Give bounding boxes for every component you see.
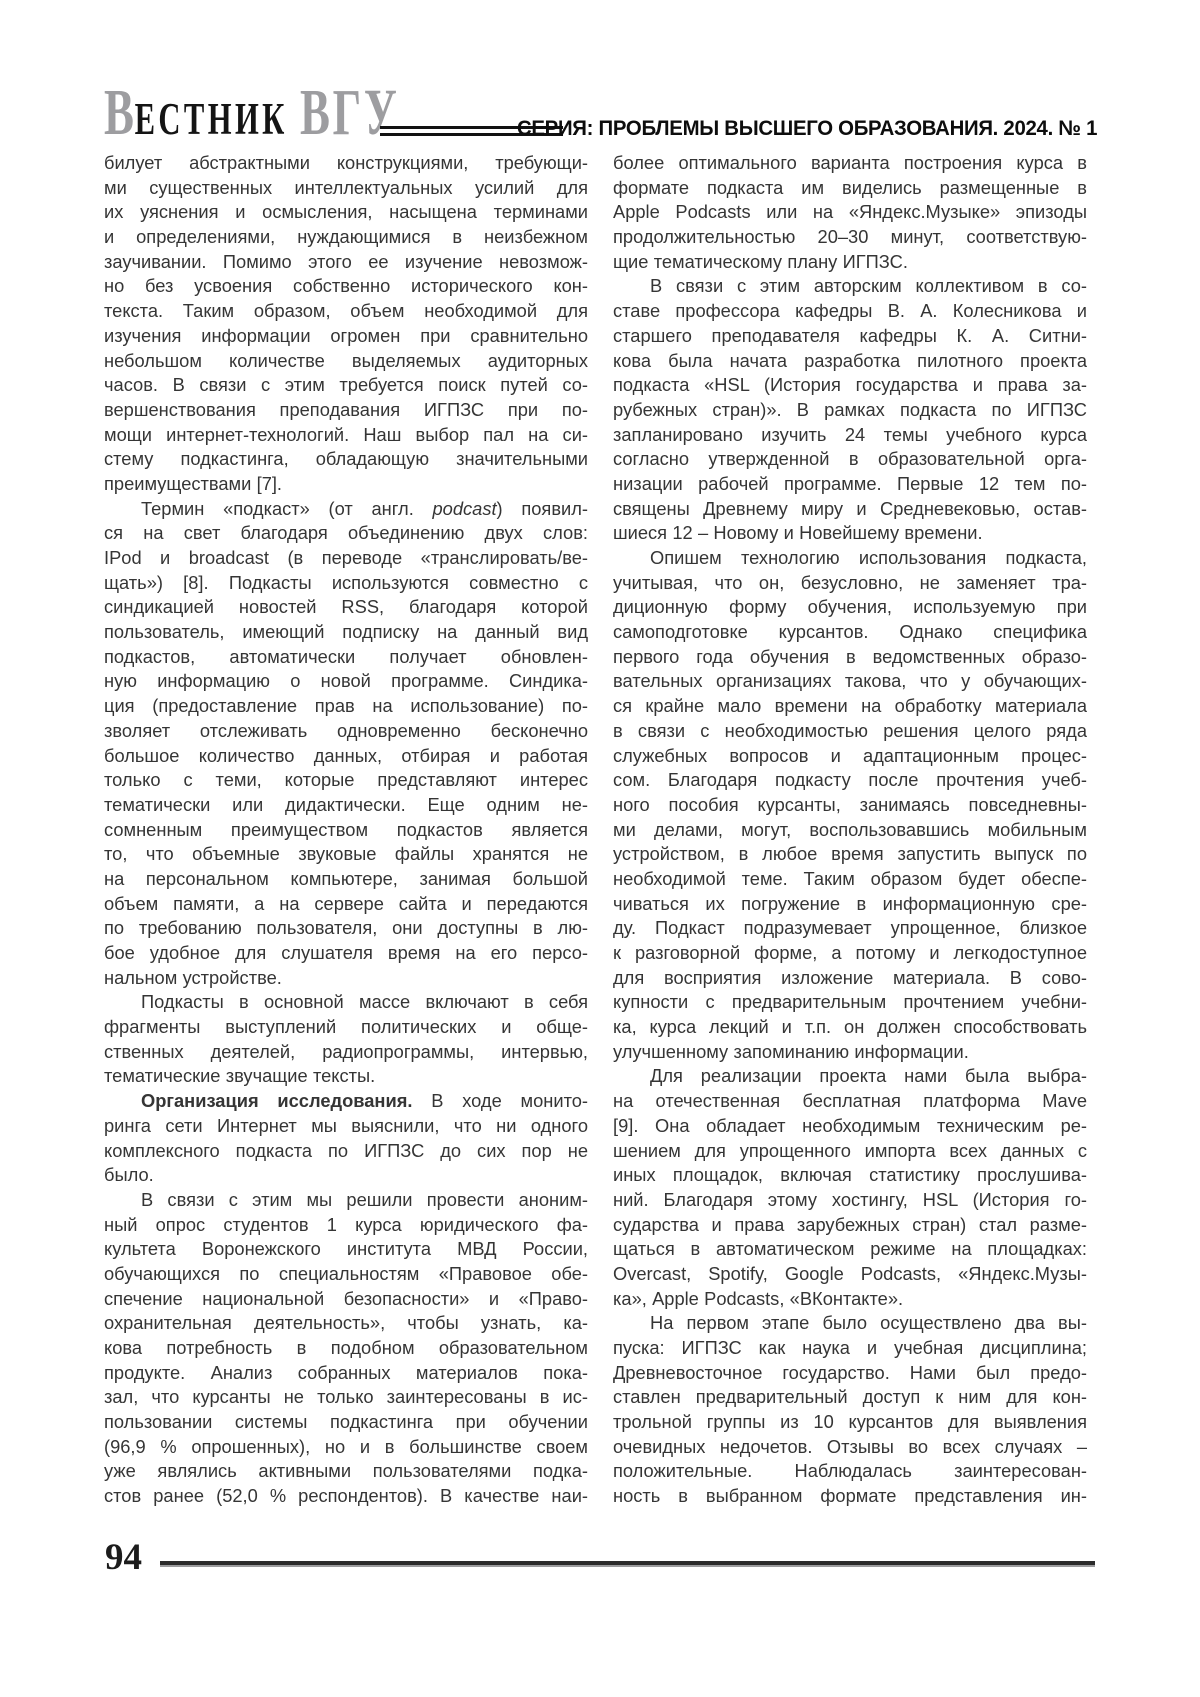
text-line: вательных организациях такова, что у обучающих- [613,670,1087,692]
text-line: ся крайне мало времени на обработку материала [613,695,1087,717]
text-line: то, что объемные звуковые файлы хранятся не [104,843,588,865]
text-line: В связи с этим мы решили провести аноним- [141,1188,588,1210]
paragraph [613,274,1087,546]
text-line: первого года обучения в ведомственных образо- [613,645,1087,667]
text-line: текста. Таким образом, объем необходимой для [104,300,588,322]
text-line: ринга сети Интернет мы выяснили, что ни одного [104,1114,588,1136]
text-line: и определениями, нуждающимися в неизбежном [104,226,588,248]
text-line: по требованию пользователя, они доступны в лю- [104,917,588,939]
text-line: на отечественная бесплатная платформа Mave [613,1090,1087,1112]
text-line: большое количество данных, отбирая и работая [104,744,588,766]
text-line: положительные. Наблюдалась заинтересован- [613,1460,1087,1482]
paragraph [613,1311,1087,1509]
text-line: Термин «подкаст» (от англ. podcast) появил- [141,497,588,519]
logo-vgu-letters: ВГУ [299,76,400,149]
text-line: вершенствования преподавания ИГПЗС при по- [104,398,588,420]
article-body [104,151,1087,1509]
text-line: сомненным преимуществом подкастов является [104,818,588,840]
text-line: ный опрос студентов 1 курса юридического фа- [104,1213,588,1235]
text-line: только с теми, которые представляют интерес [104,769,588,791]
text-line: Древневосточное государство. Нами был предо- [613,1361,1087,1383]
text-line: ция (предоставление прав на использование) по- [104,695,588,717]
text-line: ми делами, могут, воспользовавшись мобильным [613,818,1087,840]
text-line: в связи с необходимостью решения целого ряда [613,719,1087,741]
logo-rest-letters: ЕСТНИК [134,94,288,144]
text-line: на персональном компьютере, занимая большой [104,867,588,889]
text-line: ставе профессора кафедры В. А. Колесникова и [613,300,1087,322]
text-line: культета Воронежского института МВД России, [104,1238,588,1260]
text-line: иных площадок, включая статистику прослушива- [613,1164,1087,1186]
text-line: кова потребность в подобном образовательном [104,1337,588,1358]
text-line: щие тематическому плану ИГПЗС. [613,250,908,272]
text-line: ного пособия курсанты, занимаясь повседневны- [613,793,1087,815]
text-line: ка», Apple Podcasts, «ВКонтакте». [613,1287,904,1309]
text-line: служебных вопросов и адаптационным процес- [613,744,1087,766]
text-line: было. [104,1164,154,1186]
text-line: зволяет отслеживать одновременно бесконечно [104,719,588,741]
text-line: Организация исследования. В ходе монито- [141,1090,588,1112]
text-line: IPod и broadcast (в переводе «транслировать/ве- [104,547,588,568]
text-line: стов ранее (52,0 % респондентов). В качестве наи- [104,1485,588,1507]
paragraph [613,1064,1087,1311]
text-line: билует абстрактными конструкциями, требующи- [104,152,588,173]
text-line: ственных деятелей, радиопрограммы, интервью, [104,1040,588,1062]
paragraph [104,1188,588,1509]
text-line: синдикацией новостей RSS, благодаря которой [104,596,588,618]
text-line: щать») [8]. Подкасты используются совместно с [104,571,588,593]
text-line: зал, что курсанты не только заинтересованы в ис- [104,1386,588,1408]
text-line: уже являлись активными пользователями подка- [104,1460,588,1482]
text-line: Опишем технологию использования подкаста, [650,547,1087,568]
footer-rule [160,1561,1095,1567]
text-line: купности с предварительным прочтением учебни- [613,991,1087,1013]
text-line: согласно утвержденной в образовательной орга- [613,448,1087,470]
journal-logo [104,76,400,149]
text-line: заучивании. Помимо этого ее изучение невозмож- [104,250,588,272]
text-line: стему подкастинга, обладающую значительными [104,448,588,470]
text-line: [9]. Она обладает необходимым техническим ре- [613,1114,1087,1136]
text-line: спечение национальной безопасности» и «Право- [104,1287,588,1309]
text-line: сударства и права зарубежных стран) стал разме- [613,1213,1087,1235]
paragraph [104,1089,588,1188]
text-line: В связи с этим авторским коллективом в со- [650,275,1087,297]
text-line: обучающихся по специальностям «Правовое обе- [104,1262,588,1284]
text-line: ми существенных интеллектуальных усилий для [104,176,588,198]
text-line: священы Древнему миру и Средневековью, остав- [613,497,1087,519]
text-line: кова была начата разработка пилотного проекта [613,349,1087,371]
logo-initial-letter: В [104,76,135,149]
paragraph [104,497,588,991]
text-line: пользовании системы подкастинга при обучении [104,1411,588,1433]
text-line: ду. Подкаст подразумевает упрощенное, близкое [613,917,1087,939]
paragraph [104,990,588,1089]
text-line: комплексного подкаста по ИГПЗС до сих пор не [104,1139,588,1161]
text-line: (96,9 % опрошенных), но и в большинстве своем [104,1435,588,1457]
text-line: нальном устройстве. [104,966,282,988]
text-line: объем памяти, а на сервере сайта и передаются [104,892,588,914]
text-line: пользователь, имеющий подписку на данный вид [104,621,588,643]
text-line: тематически или дидактически. Еще одним не- [104,793,588,815]
text-line: низации рабочей программе. Первые 12 тем по- [613,472,1087,494]
series-title: СЕРИЯ: ПРОБЛЕМЫ ВЫСШЕГО ОБРАЗОВАНИЯ. 2024. № 1 [516,117,1097,140]
text-line: их уяснения и осмысления, насыщена терминами [104,201,588,223]
text-line: Apple Podcasts или на «Яндекс.Музыке» эпизоды [613,201,1087,223]
text-line: улучшенному запоминанию информации. [613,1040,969,1062]
text-line: изучения информации огромен при сравнительно [104,324,588,346]
text-line: фрагменты выступлений политических и обще- [104,1016,588,1038]
text-line: самоподготовке курсантов. Однако специфика [613,621,1087,643]
text-line: тематические звучащие тексты. [104,1065,376,1087]
text-line: рубежных стран)». В рамках подкаста по ИГПЗС [613,398,1087,420]
text-line: часов. В связи с этим требуется поиск путей со- [104,374,588,396]
text-line: ную информацию о новой программе. Синдика- [104,670,588,692]
text-line: ний. Благодаря этому хостингу, HSL (История го- [613,1188,1087,1210]
text-line: трольной группы из 10 курсантов для выявления [613,1411,1087,1433]
text-line: ность в выбранном формате представления ин- [613,1485,1087,1507]
paragraph [613,546,1087,1064]
text-line: старшего преподавателя кафедры К. А. Ситни- [613,324,1087,346]
text-line: диционную форму обучения, используемую при [613,596,1087,618]
text-line: продолжительностью 20–30 минут, соответствую- [613,226,1087,248]
paragraph [613,151,1087,274]
text-line: щаться в автоматическом режиме на площадках: [613,1238,1087,1260]
text-line: необходимой теме. Таким образом будет обеспе- [613,867,1087,889]
text-line: ставлен предварительный доступ к ним для кон- [613,1386,1087,1408]
left-column [104,151,588,1509]
text-line: преимуществами [7]. [104,472,283,494]
text-line: мощи интернет-технологий. Наш выбор пал на си- [104,423,588,445]
text-line: подкастов, автоматически получает обновлен- [104,645,588,667]
text-line: чиваться их погружение в информационную сре- [613,892,1087,914]
text-line: продукте. Анализ собранных материалов пока- [104,1361,588,1383]
text-line: небольшом количестве выделяемых аудиторных [104,349,588,371]
text-line: но без усвоения собственно исторического кон- [104,275,588,297]
text-line: более оптимального варианта построения курса в [613,152,1087,173]
text-line: очевидных недочетов. Отзывы во всех случаях – [613,1435,1087,1457]
text-line: устройством, в любое время запустить выпуск по [613,843,1087,865]
text-line: для восприятия изложение материала. В сово- [613,966,1087,988]
text-line: шением для упрощенного импорта всех данных с [613,1139,1087,1161]
text-line: подкаста «HSL (История государства и права за- [613,374,1087,396]
text-line: сом. Благодаря подкасту после прочтения учеб- [613,769,1087,791]
text-line: Overcast, Spotify, Google Podcasts, «Яндекс.Музы- [613,1262,1087,1284]
text-line: На первом этапе было осуществлено два вы- [650,1312,1087,1334]
text-line: бое удобное для слушателя время на его персо- [104,942,588,963]
text-line: ся на свет благодаря объединению двух слов: [104,522,588,544]
text-line: учитывая, что он, безусловно, не заменяет тра- [613,571,1087,593]
right-column [613,151,1087,1509]
page-number: 94 [105,1537,142,1578]
text-line: запланировано изучить 24 темы учебного курса [613,423,1087,445]
text-line: охранительная деятельность», чтобы узнать, ка- [104,1312,588,1334]
text-line: к разговорной форме, а потому и легкодоступное [613,942,1087,963]
text-line: Подкасты в основной массе включают в себя [141,991,588,1013]
paragraph [104,151,588,497]
text-line: Для реализации проекта нами была выбра- [650,1065,1087,1087]
text-line: ка, курса лекций и т.п. он должен способствовать [613,1016,1087,1038]
text-line: формате подкаста им виделись размещенные в [613,176,1087,198]
text-line: пуска: ИГПЗС как наука и учебная дисциплина; [613,1337,1087,1358]
text-line: шиеся 12 – Новому и Новейшему времени. [613,522,983,544]
